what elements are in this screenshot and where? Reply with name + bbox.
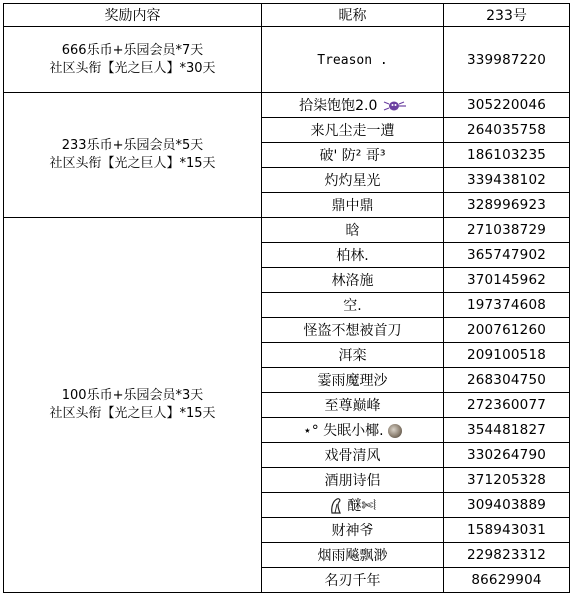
nickname-text: 财神爷 (331, 523, 374, 539)
reward-cell (4, 218, 262, 593)
nickname-text: 酒朋诗侣 (324, 473, 381, 489)
id-cell: 339987220 (444, 27, 570, 93)
nickname-text: 至尊巅峰 (324, 398, 381, 414)
reward-cell (4, 93, 262, 218)
header-reward: 奖励内容 (4, 4, 262, 27)
nickname-cell (262, 293, 444, 318)
id-cell: 272360077 (444, 393, 570, 418)
nickname-text: 霎雨魔理沙 (317, 373, 388, 389)
nickname-cell (262, 218, 444, 243)
purple-bug-icon (382, 98, 406, 114)
nickname-text: 林洛施 (331, 273, 374, 289)
id-cell: 305220046 (444, 93, 570, 118)
nickname-text: 晗 (345, 223, 360, 239)
table-row (4, 27, 570, 93)
table-body (4, 27, 570, 593)
id-cell: 209100518 (444, 343, 570, 368)
id-cell: 309403889 (444, 493, 570, 518)
id-cell: 158943031 (444, 518, 570, 543)
id-cell: 197374608 (444, 293, 570, 318)
nickname-text: 名刃千年 (324, 573, 381, 589)
id-cell: 339438102 (444, 168, 570, 193)
nickname-cell (262, 568, 444, 593)
id-cell: 330264790 (444, 443, 570, 468)
nickname-cell (262, 193, 444, 218)
id-cell: 371205328 (444, 468, 570, 493)
nickname-cell (262, 543, 444, 568)
nickname-cell (262, 418, 444, 443)
nickname-cell (262, 468, 444, 493)
id-cell: 200761260 (444, 318, 570, 343)
reward-line-1: 233乐币+乐园会员*5天 (61, 138, 204, 153)
reward-line-2: 社区头衔【光之巨人】*15天 (49, 406, 216, 421)
nickname-text: 柏林. (336, 248, 369, 264)
nickname-text: Treason . (317, 52, 388, 68)
nickname-text: 灼灼星光 (324, 173, 381, 189)
id-cell: 268304750 (444, 368, 570, 393)
nickname-text: 鼎中鼎 (331, 198, 374, 214)
nickname-text: 洱栾 (338, 348, 367, 364)
id-cell: 354481827 (444, 418, 570, 443)
nickname-text: ⋆° 失眠小椰. (302, 423, 384, 439)
nickname-text: 来凡尘走一遭 (310, 123, 395, 139)
reward-table (3, 3, 570, 593)
nickname-cell (262, 318, 444, 343)
nickname-cell (262, 143, 444, 168)
id-cell: 86629904 (444, 568, 570, 593)
nickname-cell (262, 243, 444, 268)
nickname-cell (262, 518, 444, 543)
nickname-cell (262, 343, 444, 368)
nickname-text: 破' 防² 哥³ (319, 148, 386, 164)
header-row (4, 4, 570, 27)
nickname-text: 烟雨飚飘渺 (317, 548, 388, 564)
id-cell: 264035758 (444, 118, 570, 143)
nickname-cell (262, 493, 444, 518)
nickname-text: 拾柒饱饱2.0 (299, 98, 378, 114)
id-cell: 328996923 (444, 193, 570, 218)
nickname-text: 醚✄⦚ (347, 498, 377, 514)
header-nickname: 昵称 (262, 4, 444, 27)
reward-line-2: 社区头衔【光之巨人】*15天 (49, 156, 216, 171)
reward-line-1: 100乐币+乐园会员*3天 (61, 388, 204, 403)
nickname-cell (262, 27, 444, 93)
nickname-text: 空. (343, 298, 362, 314)
nickname-cell (262, 393, 444, 418)
nickname-cell (262, 93, 444, 118)
id-cell: 229823312 (444, 543, 570, 568)
id-cell: 186103235 (444, 143, 570, 168)
id-cell: 365747902 (444, 243, 570, 268)
nickname-cell (262, 168, 444, 193)
header-id: 233号 (444, 4, 570, 27)
shell-icon (329, 498, 343, 514)
nickname-cell (262, 118, 444, 143)
table-row (4, 218, 570, 243)
reward-cell (4, 27, 262, 93)
nickname-cell (262, 368, 444, 393)
id-cell: 271038729 (444, 218, 570, 243)
reward-line-2: 社区头衔【光之巨人】*30天 (49, 60, 216, 76)
nickname-text: 戏骨清风 (324, 448, 381, 464)
nickname-text: 怪盗不想被首刀 (303, 323, 402, 339)
nickname-cell (262, 443, 444, 468)
reward-line-1: 666乐币+乐园会员*7天 (61, 42, 204, 58)
nickname-cell (262, 268, 444, 293)
coin-icon (388, 423, 402, 439)
table-row (4, 93, 570, 118)
id-cell: 370145962 (444, 268, 570, 293)
